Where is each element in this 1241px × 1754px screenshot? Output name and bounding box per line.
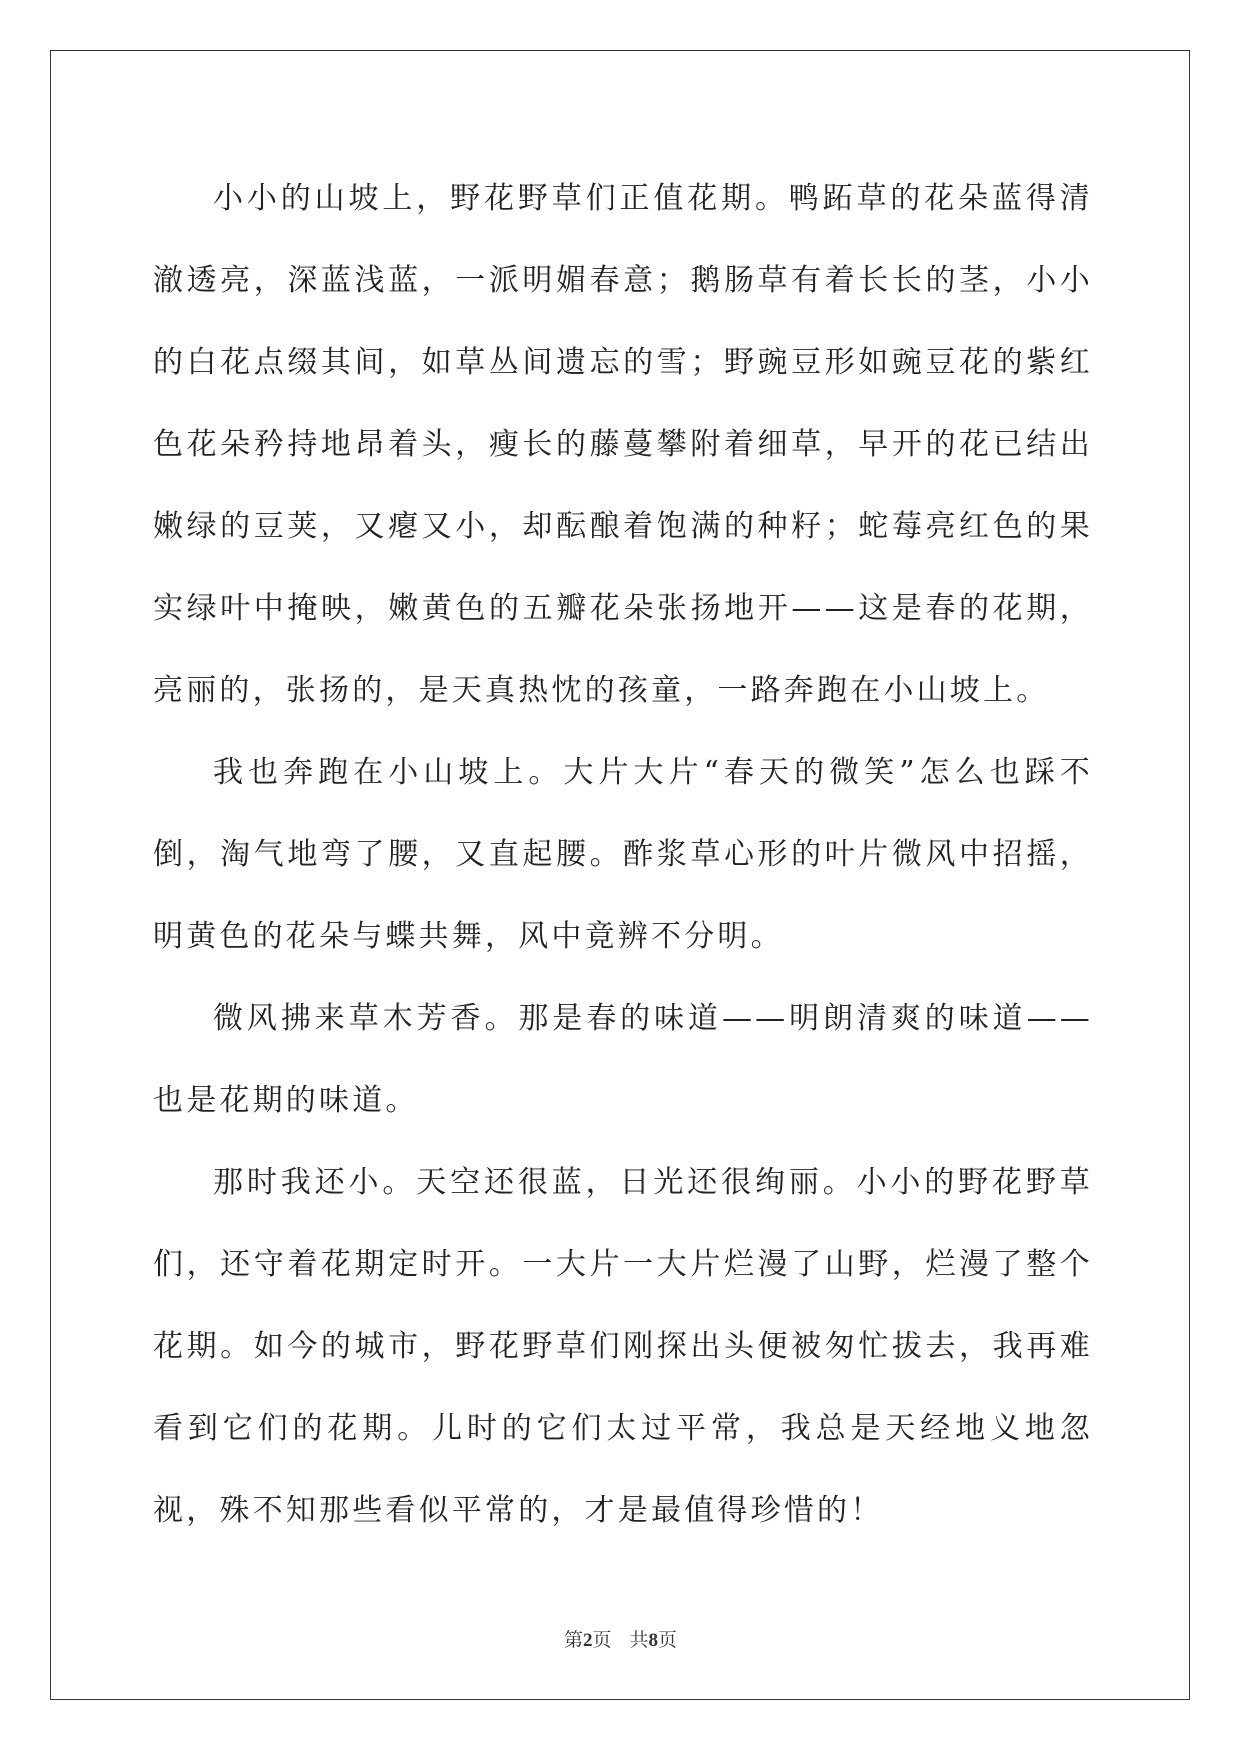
paragraph-2: 我也奔跑在小山坡上。大片大片“春天的微笑”怎么也踩不倒，淘气地弯了腰，又直起腰。酢浆草心形的叶片微风中招摇，明黄色的花朵与蝶共舞，风中竟辨不分明。	[153, 755, 1093, 954]
total-prefix: 共	[629, 1629, 649, 1651]
page-footer	[0, 1625, 1241, 1652]
page-prefix: 第	[563, 1629, 583, 1651]
total-page-number: 8	[648, 1630, 659, 1651]
paragraph-3: 微风拂来草木芳香。那是春的味道——明朗清爽的味道——也是花期的味道。	[153, 1001, 1093, 1118]
document-body	[153, 158, 1093, 1552]
paragraph-4: 那时我还小。天空还很蓝，日光还很绚丽。小小的野花野草们，还守着花期定时开。一大片一大片烂漫了山野，烂漫了整个花期。如今的城市，野花野草们刚探出头便被匆忙拔去，我再难看到它们的花期。儿时的它们太过平常，我总是天经地义地忽视，殊不知那些看似平常的，才是最值得珍惜的！	[153, 1165, 1093, 1528]
total-suffix: 页	[658, 1629, 678, 1651]
current-page-number: 2	[582, 1630, 593, 1651]
page-suffix: 页	[592, 1629, 612, 1651]
paragraph-1: 小小的山坡上，野花野草们正值花期。鸭跖草的花朵蓝得清澈透亮，深蓝浅蓝，一派明媚春意；鹅肠草有着长长的茎，小小的白花点缀其间，如草丛间遗忘的雪；野豌豆形如豌豆花的紫红色花朵矜持地昂着头，瘦长的藤蔓攀附着细草，早开的花已结出嫩绿的豆荚，又瘪又小，却酝酿着饱满的种籽；蛇莓亮红色的果实绿叶中掩映，嫩黄色的五瓣花朵张扬地开——这是春的花期，亮丽的，张扬的，是天真热忱的孩童，一路奔跑在小山坡上。	[153, 181, 1093, 708]
